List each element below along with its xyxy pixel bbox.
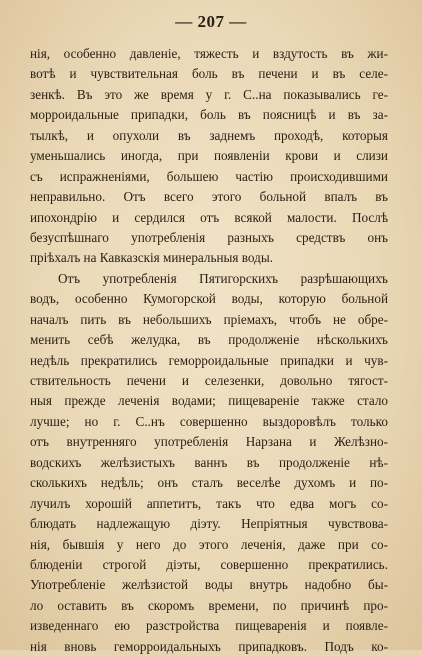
text-line: тылкѣ, и опухоли въ заднемъ проходѣ, которыя [30, 127, 388, 143]
text-line: нія, бывшія у него до этого леченія, даже при со- [30, 536, 388, 552]
text-line: лучше; но г. С..нъ совершенно выздоровѣлъ только [30, 413, 388, 429]
text-line: водскихъ желѣзистыхъ ваннъ въ продолженіе нѣ- [30, 454, 388, 470]
text-line: уменьшались иногда, при появленіи крови и слизи [30, 148, 388, 164]
text-line: безуспѣшнаго употребленія разныхъ средствъ онъ [30, 229, 388, 245]
text-line: нія, особенно давленіе, тяжесть и вздутость въ жи- [30, 46, 388, 61]
text-line: сколькихъ недѣль; онъ сталъ веселѣе духомъ и по- [30, 475, 388, 491]
text-line: водъ, особенно Кумогорской воды, которую больной [30, 291, 388, 307]
text-line: ствительность печени и селезенки, довольно тягост- [30, 373, 388, 388]
text-line: недѣль прекратились геморроидальные припадки и чув- [30, 352, 388, 368]
text-line: Отъ употребленія Пятигорскихъ разрѣшающихъ [58, 270, 388, 286]
text-line: ипохондрію и сердился отъ всякой малости. Послѣ [30, 209, 388, 225]
page-number: — 207 — [175, 12, 247, 31]
text-line: вотѣ и чувствительная боль въ печени и въ селе- [30, 66, 388, 82]
text-line: блюденіи строгой діэты, совершенно прекратились. [30, 556, 388, 572]
text-line: отъ внутренняго употребленія Нарзана и Желѣзно- [30, 434, 388, 450]
text-line: ныя прежде леченія водами; пищевареніе также стало [30, 393, 388, 409]
text-line: съ испражненіями, большею частію происходившими [30, 168, 388, 184]
text-line: ло оставить въ скоромъ времени, по причинѣ про- [30, 597, 388, 613]
text-line: морроидальные припадки, боль въ поясницѣ и въ за- [30, 107, 388, 123]
text-line: неправильно. Отъ всего этого больной впалъ въ [30, 189, 388, 205]
text-line: лучилъ хорошій аппетитъ, такъ что едва могъ со- [30, 495, 388, 511]
text-line: пріѣхалъ на Кавказскія минеральныя воды. [30, 250, 273, 266]
paragraph [30, 44, 388, 269]
text-line: блюдать надлежащую діэту. Непріятныя чувствова- [30, 516, 388, 532]
text-line: началъ пить въ небольшихъ пріемахъ, чтобъ не обре- [30, 311, 388, 327]
page-text [30, 44, 388, 657]
paragraph [30, 269, 388, 657]
text-line: менить себѣ желудка, въ продолженіе нѣсколькихъ [30, 332, 388, 348]
text-line: Употребленіе желѣзистой воды внутрь надобно бы- [30, 577, 388, 593]
text-line: зенкѣ. Въ это же время у г. С..на показывались ге- [30, 86, 388, 102]
text-line: изведеннаго ею разстройства пищеваренія и появле- [30, 618, 388, 634]
text-line: нія вновь геморроидальныхъ припадковъ. Подъ ко- [30, 638, 388, 654]
